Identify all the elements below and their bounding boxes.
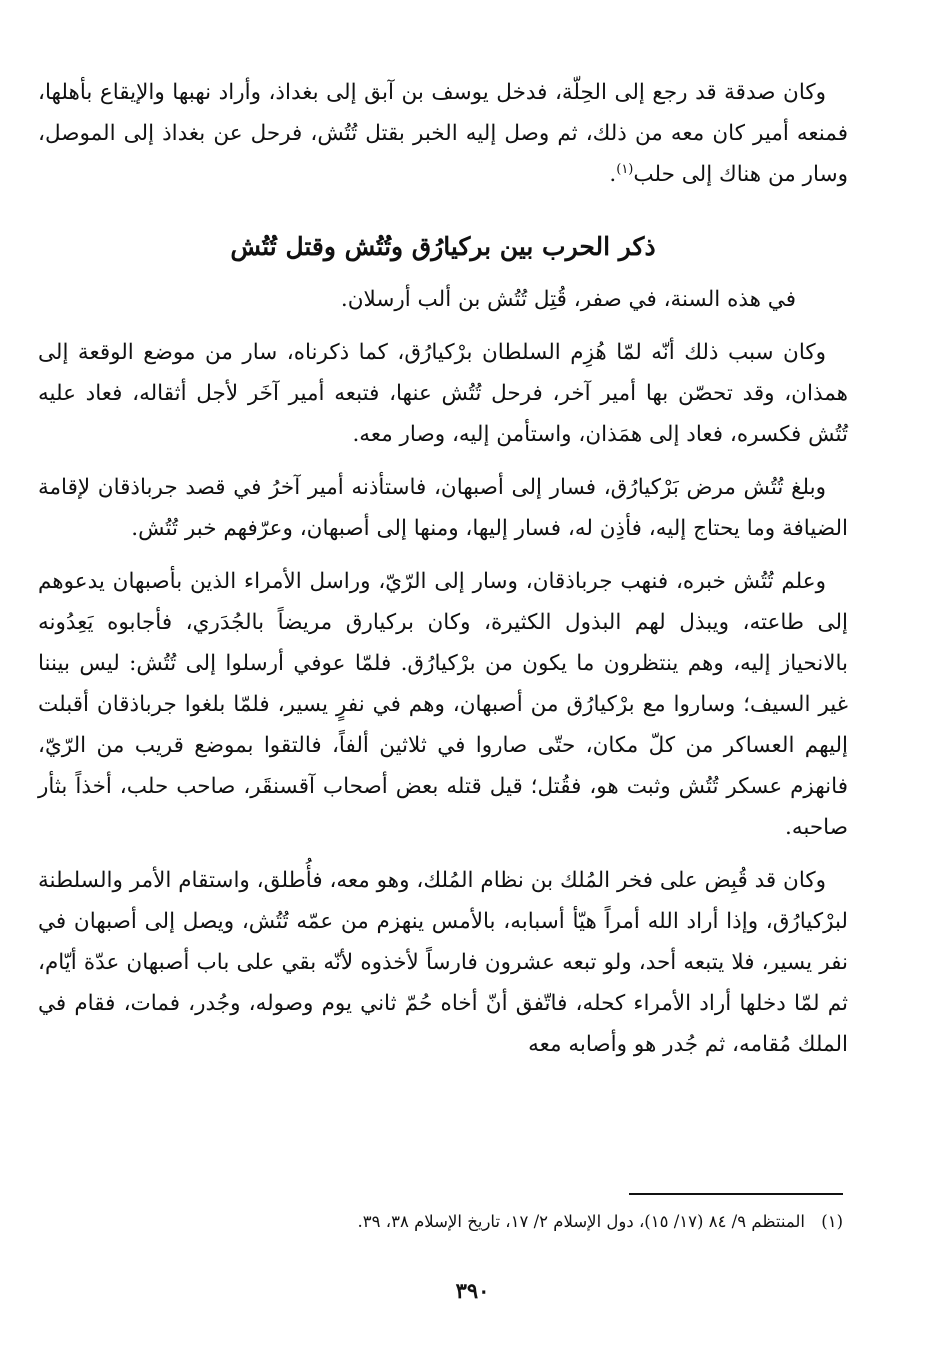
paragraph-1: [38, 72, 848, 195]
footnote-text: المنتظم ٩/ ٨٤ (١٧/ ١٥)، دول الإسلام ٢/ ١٧، تاريخ الإسلام ٣٨، ٣٩.: [357, 1212, 805, 1231]
page-body: [38, 72, 848, 1077]
paragraph-1-end: .: [609, 162, 617, 187]
paragraph-4: وبلغ تُتُش مرض بَرْكيارُق، فسار إلى أصبهان، فاستأذنه أمير آخرُ في قصد جرباذقان لإقامة الضيافة وما يحتاج إليه، فأذِن له، فسار إليها، ومنها إلى أصبهان، وعرّفهم خبر تُتُش.: [38, 475, 848, 541]
paragraph-1-text: وكان صدقة قد رجع إلى الحِلّة، فدخل يوسف بن آبق إلى بغداذ، وأراد نهبها والإيقاع بأهلها، فمنعه أمير كان معه من ذلك، ثم وصل إليه الخبر بقتل تُتُش، فرحل عن بغداذ إلى الموصل، وسار من هناك إلى حلب: [38, 80, 848, 187]
paragraph-3: وكان سبب ذلك أنّه لمّا هُزِم السلطان برْكيارُق، كما ذكرناه، سار من موضع الوقعة إلى همذان، وقد تحصّن بها أمير آخر، فرحل تُتُش عنها، فتبعه أمير آخَر لأجل أثقاله، فعاد عليه تُتُش فكسره، فعاد إلى همَذان، واستأمن إليه، وصار معه.: [38, 340, 848, 447]
page-number: ٣٩٠: [455, 1278, 490, 1303]
section-heading: ذكر الحرب بين بركيارُق وتُتُش وقتل تُتُش: [230, 232, 656, 261]
footnote-divider: [629, 1193, 843, 1195]
footnote: [143, 1208, 843, 1236]
paragraph-2: في هذه السنة، في صفر، قُتِل تُتُش بن ألب أرسلان.: [340, 287, 796, 312]
paragraph-6: وكان قد قُبِض على فخر المُلك بن نظام المُلك، وهو معه، فأُطلق، واستقام الأمر والسلطنة لبرْكيارُق، وإذا أراد الله أمراً هيّأ أسبابه، بالأمس ينهزم من عمّه تُتُش، ويصل إلى أصبهان في نفر يسير، فلا يتبعه أحد، ولو تبعه عشرون فارساً لأخذوه لأنّه بقي على باب أصبهان عدّة أيّام، ثم لمّا دخلها أراد الأمراء كحله، فاتّفق أنّ أخاه حُمّ ثاني يوم وصوله، وجُدر، فمات، فقام في الملك مُقامه، ثم جُدر هو وأصابه معه: [38, 868, 848, 1057]
paragraph-5: وعلم تُتُش خبره، فنهب جرباذقان، وسار إلى الرّيّ، وراسل الأمراء الذين بأصبهان يدعوهم إلى طاعته، ويبذل لهم البذول الكثيرة، وكان بركيارق مريضاً بالجُدَري، فأجابوه يَعِدُونه بالانحياز إليه، وهم ينتظرون ما يكون من برْكيارُق. فلمّا عوفي أرسلوا إلى تُتُش: ليس بيننا غير السيف؛ وساروا مع برْكيارُق من أصبهان، وهم في نفرٍ يسير، فلمّا بلغوا جرباذقان أقبلت إليهم العساكر من كلّ مكان، حتّى صاروا في ثلاثين ألفاً، فالتقوا بموضع قريب من الرّيّ، فانهزم عسكر تُتُش وثبت هو، فقُتل؛ قيل قتله بعض أصحاب آقسنقَر، صاحب حلب، أخذاً بثأر صاحبه.: [38, 569, 848, 840]
footnote-number: (١): [821, 1212, 843, 1231]
footnote-reference: (١): [616, 161, 634, 177]
